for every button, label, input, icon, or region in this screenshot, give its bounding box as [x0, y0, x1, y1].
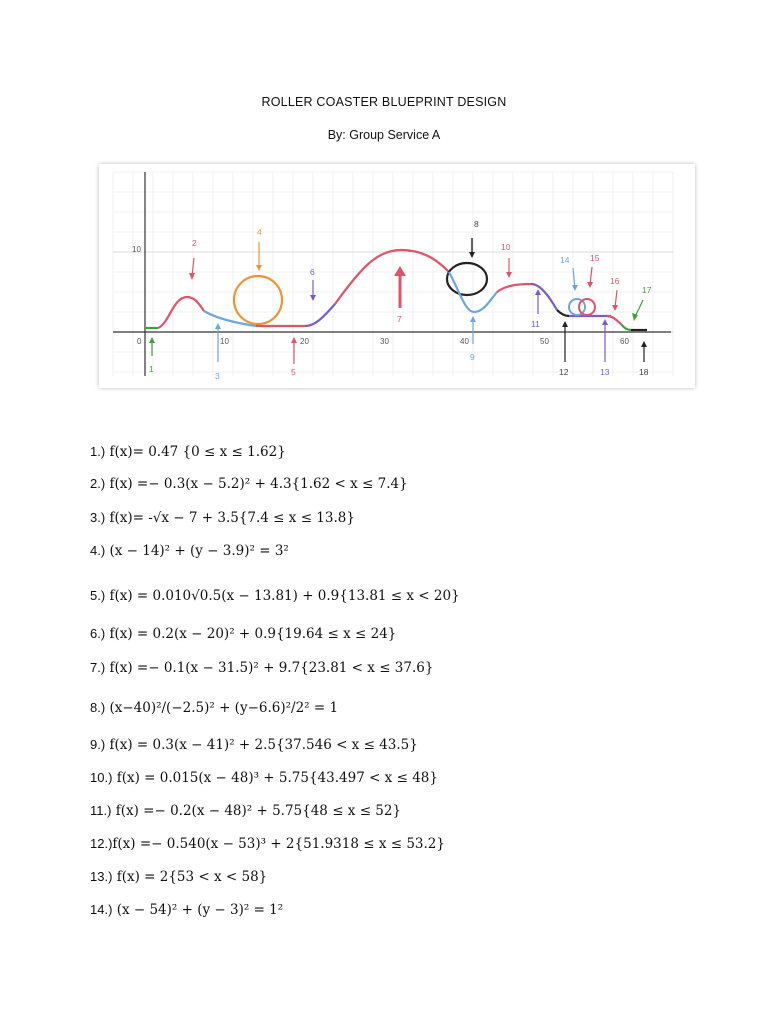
document-title: ROLLER COASTER BLUEPRINT DESIGN [261, 95, 507, 109]
roller-coaster-graph [99, 164, 695, 388]
marker-5 [291, 337, 297, 377]
equation-2 [90, 476, 408, 492]
marker-label-13: 13 [600, 367, 610, 377]
equation-text: f(x) =− 0.2(x − 48)² + 5.75{48 ≤ x ≤ 52} [111, 803, 402, 819]
marker-label-10: 10 [501, 242, 511, 252]
equation-6 [90, 626, 396, 642]
x-tick-label-60: 60 [620, 337, 629, 346]
equation-number: 7.) [90, 660, 106, 675]
equation-number: 13.) [90, 869, 113, 884]
equation-text: f(x) = 0.015(x − 48)³ + 5.75{43.497 < x ≤ 48} [112, 770, 438, 786]
equation-number: 14.) [90, 902, 113, 917]
equation-text: (x − 14)² + (y − 3.9)² = 3² [105, 543, 289, 559]
marker-label-6: 6 [310, 267, 315, 277]
equation-number: 1.) [90, 444, 106, 459]
y-tick-label-10: 10 [132, 245, 141, 254]
marker-11 [531, 289, 541, 329]
equation-number: 4.) [90, 543, 106, 558]
marker-1 [149, 337, 155, 374]
equation-text: f(x) =− 0.1(x − 31.5)² + 9.7{23.81 < x ≤ 37.6} [105, 660, 434, 676]
track-loop-4 [234, 276, 282, 324]
track-segment-2 [158, 297, 204, 328]
marker-label-4: 4 [257, 227, 262, 237]
equation-number: 6.) [90, 626, 106, 641]
marker-16 [610, 276, 620, 311]
x-tick-label-0: 0 [137, 337, 142, 346]
marker-label-14: 14 [560, 255, 570, 265]
x-tick-label-50: 50 [540, 337, 549, 346]
equation-text: f(x) = 2{53 < x < 58} [112, 869, 268, 885]
equation-number: 11.) [90, 803, 112, 818]
equation-text: f(x)= -√x − 7 + 3.5{7.4 ≤ x ≤ 13.8} [105, 510, 355, 526]
x-tick-label-20: 20 [300, 337, 309, 346]
equation-text: f(x) =− 0.540(x − 53)³ + 2{51.9318 ≤ x ≤ 53.2} [112, 836, 445, 852]
equation-5 [90, 588, 460, 604]
equation-number: 10.) [90, 770, 113, 785]
equation-3 [90, 510, 355, 526]
marker-label-16: 16 [610, 276, 620, 286]
track-segment-10 [497, 284, 531, 292]
marker-label-15: 15 [590, 253, 600, 263]
track-loop-15 [579, 299, 595, 315]
track-segment-12 [557, 310, 569, 316]
equation-8 [90, 700, 338, 716]
equation-12 [90, 836, 445, 852]
equation-9 [90, 737, 418, 753]
equation-10 [90, 770, 438, 786]
marker-label-11: 11 [531, 319, 540, 329]
equation-number: 3.) [90, 510, 106, 525]
track-segment-3 [204, 311, 256, 326]
marker-label-1: 1 [149, 364, 154, 374]
equation-text: (x−40)²/(−2.5)² + (y−6.6)²/2² = 1 [105, 700, 339, 716]
marker-9 [470, 316, 476, 362]
marker-18 [639, 341, 649, 377]
marker-label-12: 12 [559, 367, 569, 377]
marker-7 [394, 266, 406, 324]
track-segment-16 [607, 316, 621, 324]
equation-text: f(x) = 0.3(x − 41)² + 2.5{37.546 < x ≤ 43.5} [105, 737, 418, 753]
marker-label-3: 3 [215, 371, 220, 381]
marker-label-18: 18 [639, 367, 649, 377]
marker-17 [632, 285, 652, 321]
graph-canvas [99, 164, 695, 388]
marker-label-2: 2 [192, 238, 197, 248]
marker-label-8: 8 [474, 219, 479, 229]
marker-4 [256, 227, 262, 271]
marker-12 [559, 321, 569, 377]
equation-text: f(x) = 0.010√0.5(x − 13.81) + 0.9{13.81 ≤ x < 20} [105, 588, 460, 604]
equation-14 [90, 902, 283, 918]
marker-label-5: 5 [291, 367, 296, 377]
marker-label-7: 7 [397, 314, 402, 324]
marker-10 [501, 242, 512, 278]
track-segment-7 [335, 250, 449, 304]
marker-label-9: 9 [470, 352, 475, 362]
equation-text: f(x)= 0.47 {0 ≤ x ≤ 1.62} [105, 444, 286, 460]
track-segment-17 [621, 324, 631, 330]
equation-1 [90, 444, 286, 460]
equation-7 [90, 660, 433, 676]
x-tick-label-10: 10 [220, 337, 229, 346]
equation-number: 2.) [90, 476, 106, 491]
equation-11 [90, 803, 401, 819]
equation-number: 8.) [90, 700, 106, 715]
equation-13 [90, 869, 267, 885]
marker-13 [600, 319, 610, 377]
equation-text: f(x) =− 0.3(x − 5.2)² + 4.3{1.62 < x ≤ 7.4} [105, 476, 408, 492]
track-segment-6 [305, 304, 335, 326]
marker-label-17: 17 [642, 285, 652, 295]
equation-text: (x − 54)² + (y − 3)² = 1² [112, 902, 284, 918]
document-byline: By: Group Service A [327, 128, 441, 142]
equation-number: 5.) [90, 588, 106, 603]
x-tick-label-30: 30 [380, 337, 389, 346]
equation-text: f(x) = 0.2(x − 20)² + 0.9{19.64 ≤ x ≤ 24} [105, 626, 397, 642]
equation-number: 12.) [90, 836, 113, 851]
x-tick-label-40: 40 [460, 337, 469, 346]
marker-14 [560, 255, 578, 291]
equation-4 [90, 543, 289, 559]
equation-number: 9.) [90, 737, 106, 752]
grid-lines [113, 172, 673, 376]
